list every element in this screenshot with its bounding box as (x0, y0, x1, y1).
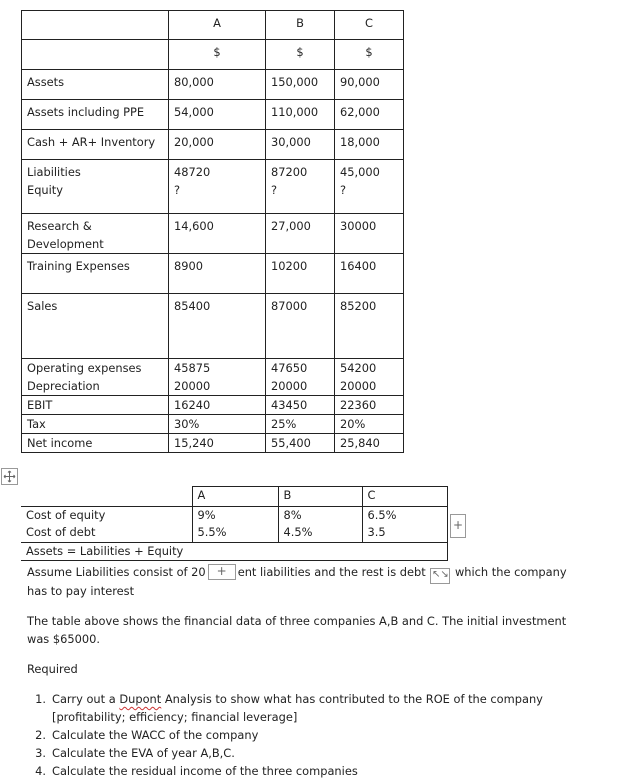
plus-icon: + (452, 518, 464, 532)
row-label: Depreciation (22, 377, 169, 396)
add-row-button[interactable] (450, 514, 466, 538)
value-c: 30000 (335, 213, 404, 253)
column-header-b: B (266, 11, 335, 40)
value-c: 62,000 (335, 100, 404, 130)
value-a: 14,600 (169, 213, 266, 253)
value-c: 20000 (335, 377, 404, 396)
table-row (22, 434, 404, 453)
table-row (22, 160, 404, 182)
table-row (22, 377, 404, 396)
table-row (22, 415, 404, 434)
cost-of-capital-table (21, 486, 448, 561)
value-b: 47650 (266, 358, 335, 377)
row-label: Cost of debt (21, 524, 192, 542)
value-a: 85400 (169, 293, 266, 358)
column-header-a: A (192, 487, 278, 507)
financial-data-table (21, 10, 404, 453)
table-row (22, 293, 404, 358)
spellcheck-word[interactable]: Dupont (119, 692, 162, 706)
value-b: ? (266, 181, 335, 213)
column-header-c: C (335, 11, 404, 40)
value-b: 150,000 (266, 70, 335, 100)
table-row (22, 253, 404, 293)
value-a: 45875 (169, 358, 266, 377)
value-c: 45,000 (335, 160, 404, 182)
value-b: 43450 (266, 396, 335, 415)
value-b: 8% (278, 507, 362, 525)
row-label: Tax (22, 415, 169, 434)
value-c: 3.5 (362, 524, 447, 542)
row-label: Training Expenses (22, 253, 169, 293)
value-a: 8900 (169, 253, 266, 293)
header-empty-cell (22, 11, 169, 40)
list-item: 1. Carry out a Dupont Analysis to show what has contributed to the ROE of the company (35, 692, 543, 706)
value-c: 18,000 (335, 130, 404, 160)
table-row (22, 181, 404, 213)
row-label: Equity (22, 181, 169, 213)
header-empty-cell (21, 487, 192, 507)
value-a: 5.5% (192, 524, 278, 542)
value-b: 87200 (266, 160, 335, 182)
list-item: 3. Calculate the EVA of year A,B,C. (35, 746, 235, 760)
currency-c: $ (335, 40, 404, 70)
value-a: 30% (169, 415, 266, 434)
column-header-a: A (169, 11, 266, 40)
intro-paragraph-line2: was $65000. (27, 632, 100, 646)
value-c: 85200 (335, 293, 404, 358)
value-c: 22360 (335, 396, 404, 415)
value-b: 110,000 (266, 100, 335, 130)
value-c: 90,000 (335, 70, 404, 100)
currency-b: $ (266, 40, 335, 70)
value-b: 55,400 (266, 434, 335, 453)
value-c: 6.5% (362, 507, 447, 525)
required-heading: Required (27, 662, 78, 676)
value-a: 15,240 (169, 434, 266, 453)
equation-row (21, 542, 447, 560)
list-item-continuation: [profitability; efficiency; financial leverage] (52, 710, 298, 724)
value-c: 54200 (335, 358, 404, 377)
value-b: 4.5% (278, 524, 362, 542)
value-c: ? (335, 181, 404, 213)
row-label: Cash + AR+ Inventory (22, 130, 169, 160)
assumption-paragraph: Assume Liabilities consist of 20 + ent liabilities and the rest is debt ↖↘ which the company (27, 563, 602, 583)
value-c: 20% (335, 415, 404, 434)
value-b: 87000 (266, 293, 335, 358)
assumption-paragraph-line2: has to pay interest (27, 584, 135, 598)
value-a: 20,000 (169, 130, 266, 160)
row-label: EBIT (22, 396, 169, 415)
value-b: 25% (266, 415, 335, 434)
column-header-c: C (362, 487, 447, 507)
value-c: 16400 (335, 253, 404, 293)
row-label: Net income (22, 434, 169, 453)
table-row (22, 396, 404, 415)
value-a: 16240 (169, 396, 266, 415)
value-b: 27,000 (266, 213, 335, 253)
currency-a: $ (169, 40, 266, 70)
list-item: 2. Calculate the WACC of the company (35, 728, 259, 742)
table-row (22, 130, 404, 160)
intro-paragraph-line1: The table above shows the financial data of three companies A,B and C. The initial investment (27, 614, 567, 628)
table-row (21, 524, 447, 542)
value-a: 20000 (169, 377, 266, 396)
row-label: Operating expenses (22, 358, 169, 377)
table-row (22, 358, 404, 377)
value-a: 9% (192, 507, 278, 525)
move-handle-icon (3, 470, 16, 483)
row-label: Assets including PPE (22, 100, 169, 130)
currency-empty-cell (22, 40, 169, 70)
inline-add-button[interactable]: + (208, 564, 236, 580)
row-label: Research & Development (22, 213, 169, 253)
value-b: 30,000 (266, 130, 335, 160)
row-label: Liabilities (22, 160, 169, 182)
row-label: Sales (22, 293, 169, 358)
equation-text: Assets = Labilities + Equity (26, 543, 184, 558)
table-row (22, 70, 404, 100)
value-a: 80,000 (169, 70, 266, 100)
row-label: Assets (22, 70, 169, 100)
table-row (22, 100, 404, 130)
value-a: 48720 (169, 160, 266, 182)
value-a: 54,000 (169, 100, 266, 130)
list-item: 4. Calculate the residual income of the three companies (35, 764, 358, 778)
value-b: 20000 (266, 377, 335, 396)
column-header-b: B (278, 487, 362, 507)
value-c: 25,840 (335, 434, 404, 453)
table-row (22, 213, 404, 253)
row-label: Cost of equity (21, 507, 192, 525)
table-move-handle[interactable] (1, 468, 18, 485)
value-a: ? (169, 181, 266, 213)
table-row (21, 507, 447, 525)
resize-icon[interactable]: ↖↘ (430, 568, 450, 584)
value-b: 10200 (266, 253, 335, 293)
